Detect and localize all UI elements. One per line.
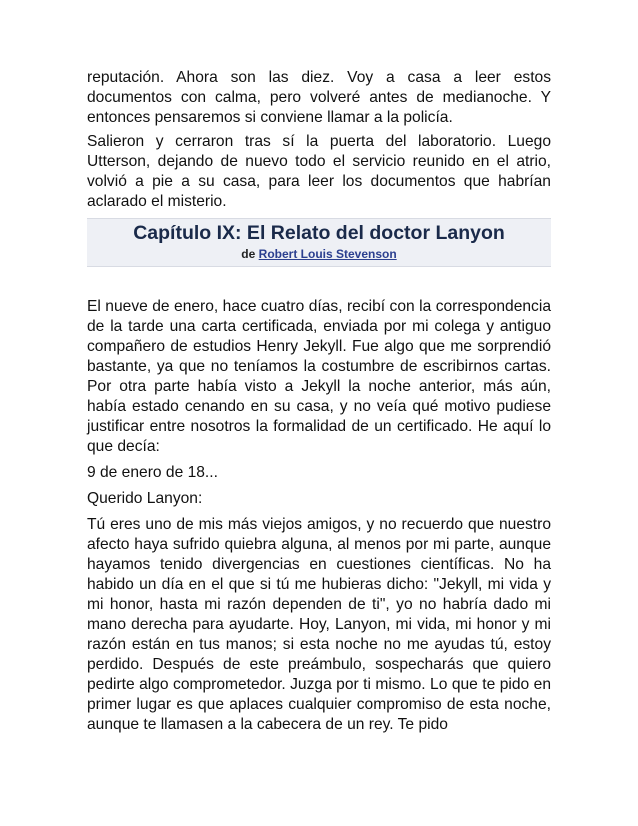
- author-link[interactable]: Robert Louis Stevenson: [258, 247, 397, 261]
- paragraph-reputacion: reputación. Ahora son las diez. Voy a casa a leer estos documentos con calma, pero volveré antes de medianoche. Y entonces pensaremos si conviene llamar a la policía.: [87, 69, 551, 126]
- chapter-byline: [87, 246, 551, 262]
- document-page: [87, 68, 551, 735]
- chapter-title: Capítulo IX: El Relato del doctor Lanyon: [133, 222, 505, 244]
- byline-prefix: de: [241, 247, 256, 261]
- section-spacer: [87, 267, 551, 297]
- letter-date: 9 de enero de 18...: [87, 464, 218, 481]
- letter-body: Tú eres uno de mis más viejos amigos, y no recuerdo que nuestro afecto haya sufrido quiebra alguna, al menos por mi parte, aunque hayamos tenido divergencias en cuestiones científicas. No ha habido un día en el que si tú me hubieras dicho: "Jekyll, mi vida y mi honor, hasta mi razón dependen de ti", yo no habría dado mi mano derecha para ayudarte. Hoy, Lanyon, mi vida, mi honor y mi razón están en tus manos; si esta noche no me ayudas tú, estoy perdido. Después de este preámbulo, sospecharás que quiero pedirte algo comprometedor. Juzga por ti mismo. Lo que te pido en primer lugar es que aplaces cualquier compromiso de esta noche, aunque te llamasen a la cabecera de un rey. Te pido: [87, 516, 551, 733]
- paragraph-nueve-de-enero: El nueve de enero, hace cuatro días, recibí con la correspondencia de la tarde una carta certificada, enviada por mi colega y antiguo compañero de estudios Henry Jekyll. Fue algo que me sorprendió bastante, ya que no teníamos la costumbre de escribirnos cartas. Por otra parte había visto a Jekyll la noche anterior, más aún, había estado cenando en su casa, y no veía qué motivo pudiese justificar entre nosotros la formalidad de un certificado. He aquí lo que decía:: [87, 298, 551, 455]
- letter-salutation: Querido Lanyon:: [87, 490, 203, 507]
- paragraph-salieron: Salieron y cerraron tras sí la puerta del laboratorio. Luego Utterson, dejando de nuevo todo el servicio reunido en el atrio, volvió a pie a su casa, para leer los documentos que habrían aclarado el misterio.: [87, 133, 551, 210]
- chapter-heading-box: [87, 218, 551, 267]
